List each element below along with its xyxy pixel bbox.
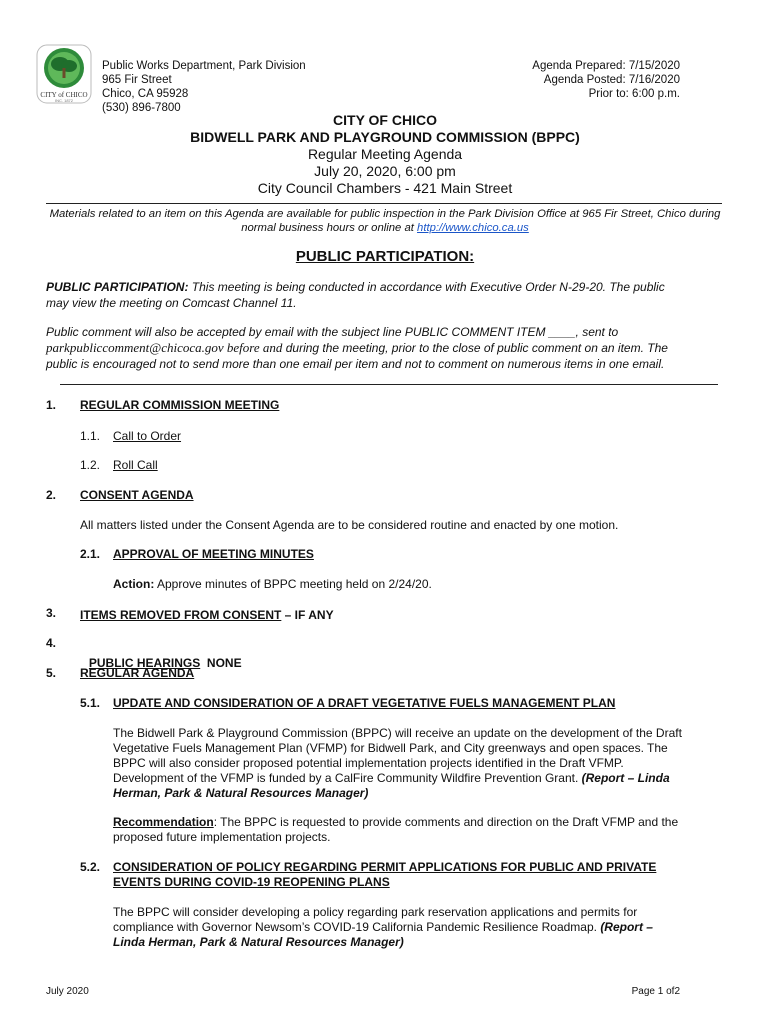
item-number: 2.1. [80,547,101,561]
item-number: 5.1. [80,696,101,710]
item-heading-regular-commission-meeting: REGULAR COMMISSION MEETING [80,398,280,412]
agenda-posted: Agenda Posted: 7/16/2020 [543,74,680,86]
item-number: 1.2. [80,458,101,472]
agenda-dates [532,59,680,101]
item-heading-approval-of-minutes: APPROVAL OF MEETING MINUTES [113,547,314,561]
permit-policy-title: CONSIDERATION OF POLICY REGARDING PERMIT APPLICATIONS FOR PUBLIC AND PRIVATE [113,860,657,874]
item-number: 2. [46,488,57,502]
section-divider [60,384,718,385]
recommendation-label: Recommendation [113,815,214,829]
description-line: BPPC will also consider proposed potential implementation projects identified in the Draft VFMP. [113,756,624,770]
public-hearings-title: PUBLIC HEARINGS [88,656,201,670]
footer-date: July 2020 [46,986,89,997]
public-hearings-suffix: NONE [200,656,242,670]
pp-text: may view the meeting on Comcast Channel 11. [46,296,297,310]
item-number: 4. [46,636,57,650]
agenda-title-block [0,112,770,197]
item-number: 1.1. [80,429,101,443]
item-number: 5.2. [80,860,101,874]
address-line: (530) 896-7800 [102,102,181,114]
email-text: Public comment will also be accepted by email with the subject line PUBLIC COMMENT ITEM ____, sent to [46,325,619,339]
footer-page-number: Page 1 of2 [631,986,680,997]
description-line: The Bidwell Park & Playground Commission (BPPC) will receive an update on the development of the Draft [113,726,682,740]
meeting-location: City Council Chambers - 421 Main Street [257,180,513,196]
item-roll-call: Roll Call [113,458,158,472]
item-heading-items-removed [80,606,334,624]
public-participation-paragraph [46,279,722,311]
item-number: 5. [46,666,57,680]
public-participation-heading: PUBLIC PARTICIPATION: [295,248,475,265]
minutes-action [113,577,432,592]
action-label: Action: [113,577,155,591]
items-removed-suffix: – IF ANY [281,608,334,622]
recommendation-text: : The BPPC is requested to provide comments and direction on the Draft VFMP and the [213,815,679,829]
description-line: The BPPC will consider developing a policy regarding park reservation applications and permits for [113,905,638,919]
city-website-link[interactable]: http://www.chico.ca.us [417,222,529,234]
item-heading-consent-agenda: CONSENT AGENDA [80,488,194,502]
items-removed-title: ITEMS REMOVED FROM CONSENT [80,608,282,622]
city-seal-logo [36,44,92,104]
item-heading-regular-agenda: REGULAR AGENDA [80,666,195,680]
description-line: Vegetative Fuels Management Plan (VFMP) for Bidwell Park, and City greenways and open spaces. The [113,741,668,755]
vegetative-fuels-recommendation [113,815,723,845]
consent-agenda-text: All matters listed under the Consent Agenda are to be considered routine and enacted by one motion. [80,518,619,532]
materials-line: Materials related to an item on this Agenda are available for public inspection in the Park Division Office at 965 Fir Street, Chico during [49,208,721,220]
item-heading-permit-policy [113,860,656,890]
permit-policy-description [113,905,723,950]
agenda-type: Regular Meeting Agenda [307,146,463,162]
action-text: Approve minutes of BPPC meeting held on 2/24/20. [154,577,432,591]
materials-line: normal business hours or online at [241,222,418,234]
report-by: (Report – [600,920,653,934]
address-line: Chico, CA 95928 [102,88,189,100]
email-comment-paragraph [46,324,722,372]
logo-subtext: INC. 1872 [54,98,73,103]
item-heading-vegetative-fuels-plan: UPDATE AND CONSIDERATION OF A DRAFT VEGETATIVE FUELS MANAGEMENT PLAN [113,696,616,710]
description-line: Development of the VFMP is funded by a CalFire Community Wildfire Prevention Grant. [113,771,582,785]
address-line: 965 Fir Street [102,74,172,86]
report-by: Herman, Park & Natural Resources Manager) [113,786,369,800]
pp-lead: PUBLIC PARTICIPATION: [46,280,189,294]
pp-text: This meeting is being conducted in accordance with Executive Order N-29-20. The public [188,280,665,294]
permit-policy-title: EVENTS DURING COVID-19 REOPENING PLANS [113,875,390,889]
vegetative-fuels-description [113,726,723,801]
email-text: during the meeting, prior to the close of public comment on an item. The [282,341,668,355]
meeting-date: July 20, 2020, 6:00 pm [314,163,456,179]
recommendation-text: proposed future implementation projects. [113,830,331,844]
item-number: 1. [46,398,57,412]
title-divider [46,203,722,204]
agenda-prior-to: Prior to: 6:00 p.m. [588,88,680,100]
commission-name: BIDWELL PARK AND PLAYGROUND COMMISSION (BPPC) [190,129,580,145]
item-call-to-order: Call to Order [113,429,182,443]
email-text: public is encouraged not to send more than one email per item and not to comment on numerous items in one email. [46,357,665,371]
item-number: 3. [46,606,57,620]
report-by: (Report – Linda [581,771,670,785]
city-name: CITY OF CHICO [333,112,437,128]
description-line: compliance with Governor Newsom’s COVID-19 California Pandemic Resilience Roadmap. [113,920,601,934]
department-address [102,59,306,115]
address-line: Public Works Department, Park Division [102,60,306,72]
comment-email-address: parkpubliccomment@chicoca.gov before and [46,340,283,355]
materials-notice [46,207,724,235]
report-by: Linda Herman, Park & Natural Resources Manager) [113,935,404,949]
agenda-prepared: Agenda Prepared: 7/15/2020 [532,60,680,72]
logo-text: CITY of CHICO [40,91,88,99]
